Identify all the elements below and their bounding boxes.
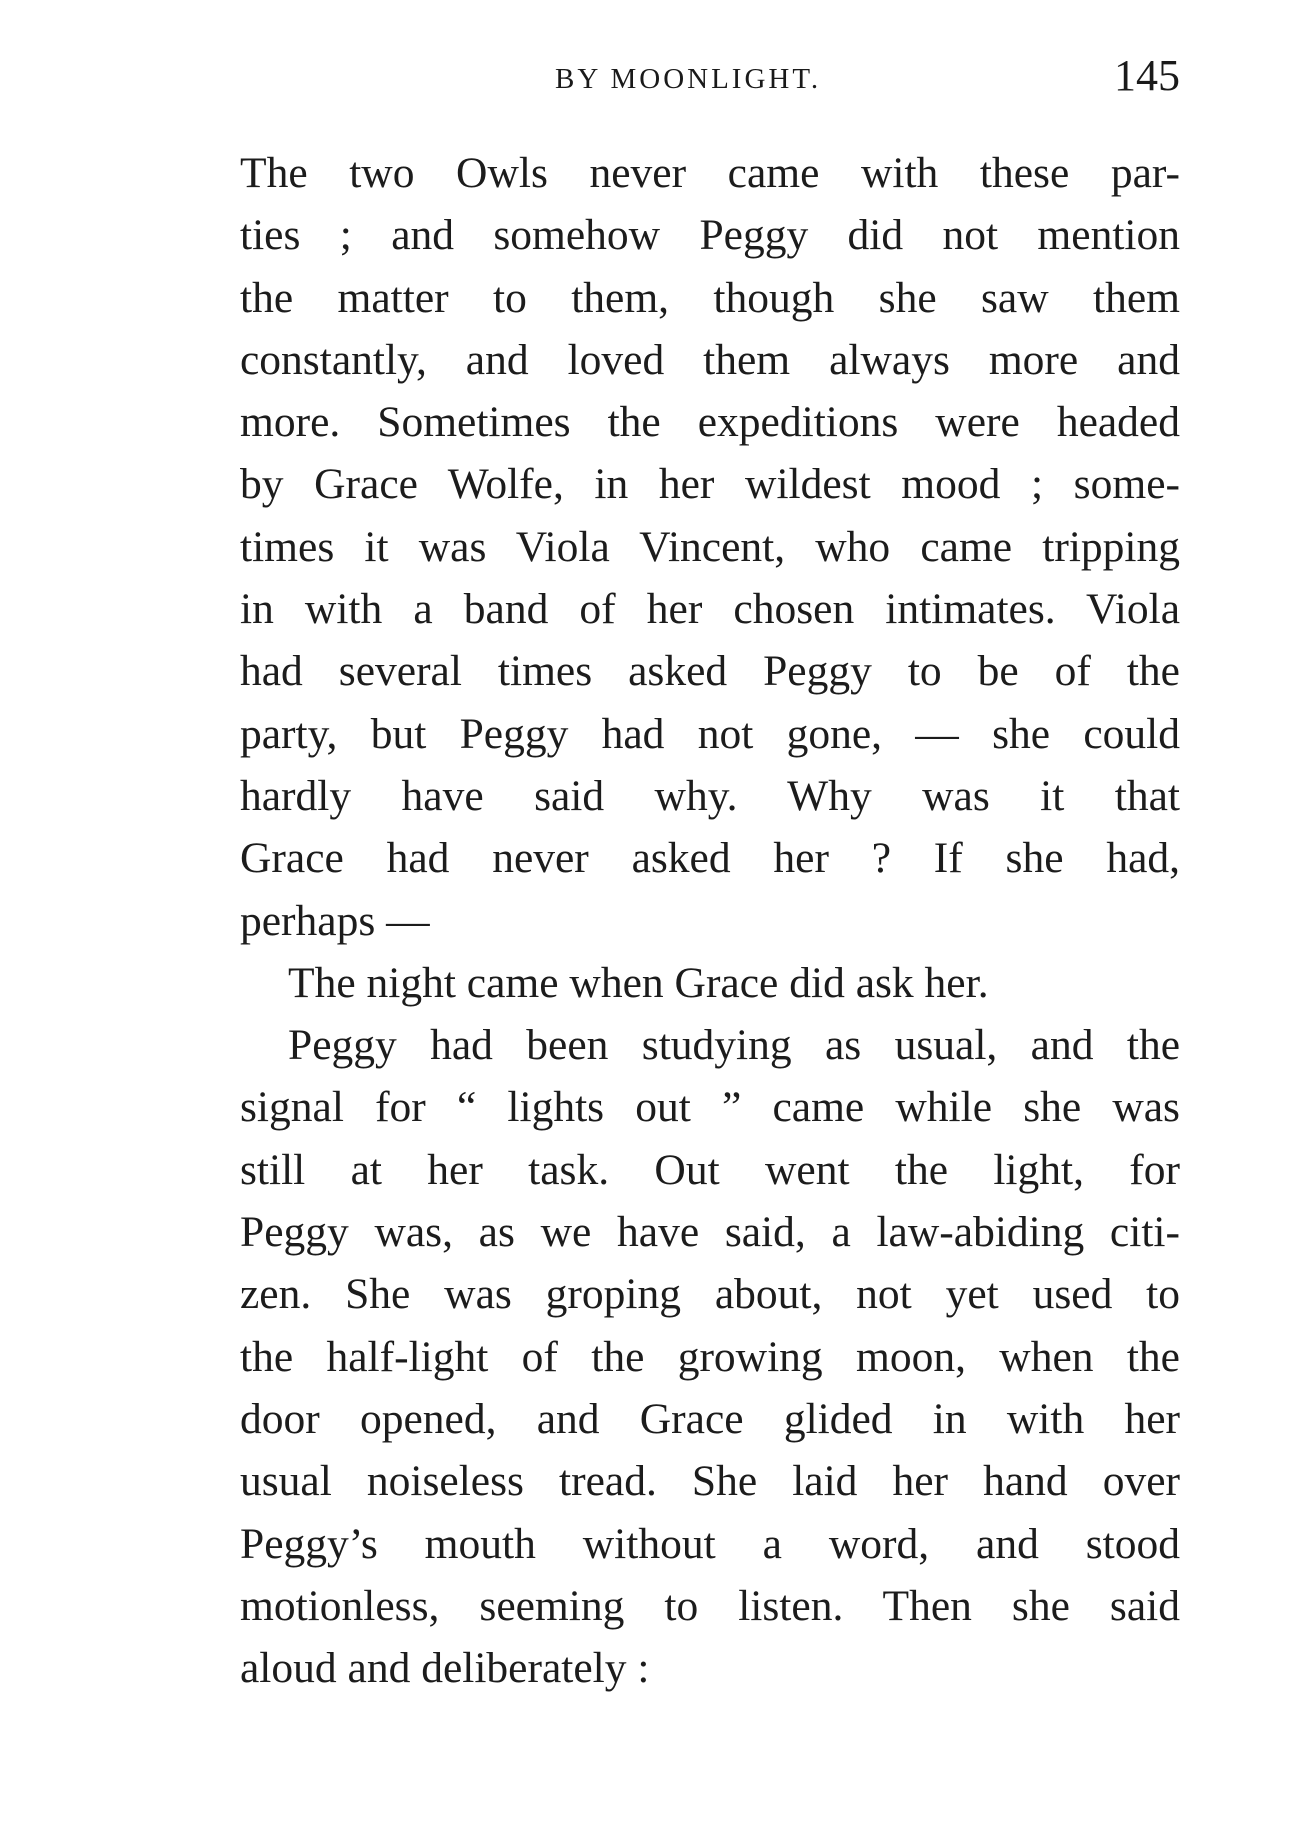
- text-line: The night came when Grace did ask her.: [288, 958, 989, 1007]
- text-line: still at her task. Out went the light, for: [240, 1145, 1180, 1194]
- text-line: ties ; and somehow Peggy did not mention: [240, 211, 1180, 260]
- text-line: constantly, and loved them always more and: [240, 335, 1180, 384]
- text-line: aloud and deliberately :: [240, 1644, 650, 1693]
- paragraph-3: [240, 1014, 1180, 1699]
- text-line: perhaps —: [240, 896, 430, 945]
- page-number: 145: [1114, 51, 1180, 100]
- paragraph-2: [240, 952, 1180, 1014]
- text-line: door opened, and Grace glided in with her: [240, 1394, 1180, 1443]
- text-line: The two Owls never came with these par-: [240, 149, 1180, 197]
- text-line: the half-light of the growing moon, when the: [240, 1332, 1180, 1381]
- text-line: zen. She was groping about, not yet used to: [240, 1270, 1180, 1319]
- text-line: hardly have said why. Why was it that: [240, 771, 1180, 820]
- text-line: motionless, seeming to listen. Then she said: [240, 1581, 1180, 1630]
- text-line: Grace had never asked her ? If she had,: [240, 834, 1180, 883]
- running-title: BY MOONLIGHT.: [555, 63, 822, 95]
- text-line: signal for “ lights out ” came while she was: [240, 1083, 1180, 1132]
- paragraph-1: [240, 142, 1180, 952]
- text-line: party, but Peggy had not gone, — she could: [240, 709, 1180, 758]
- body-text: [240, 142, 1180, 1699]
- text-line: had several times asked Peggy to be of the: [240, 647, 1180, 696]
- text-line: Peggy was, as we have said, a law-abiding citi-: [240, 1208, 1180, 1257]
- text-line: the matter to them, though she saw them: [240, 273, 1180, 322]
- text-line: times it was Viola Vincent, who came tripping: [240, 522, 1180, 571]
- text-line: in with a band of her chosen intimates. Viola: [240, 585, 1180, 634]
- text-line: Peggy’s mouth without a word, and stood: [240, 1519, 1180, 1568]
- page-header: [240, 50, 1180, 100]
- text-line: by Grace Wolfe, in her wildest mood ; some-: [240, 460, 1180, 509]
- text-line: Peggy had been studying as usual, and the: [288, 1021, 1180, 1070]
- text-line: usual noiseless tread. She laid her hand over: [240, 1457, 1180, 1506]
- text-line: more. Sometimes the expeditions were headed: [240, 398, 1180, 447]
